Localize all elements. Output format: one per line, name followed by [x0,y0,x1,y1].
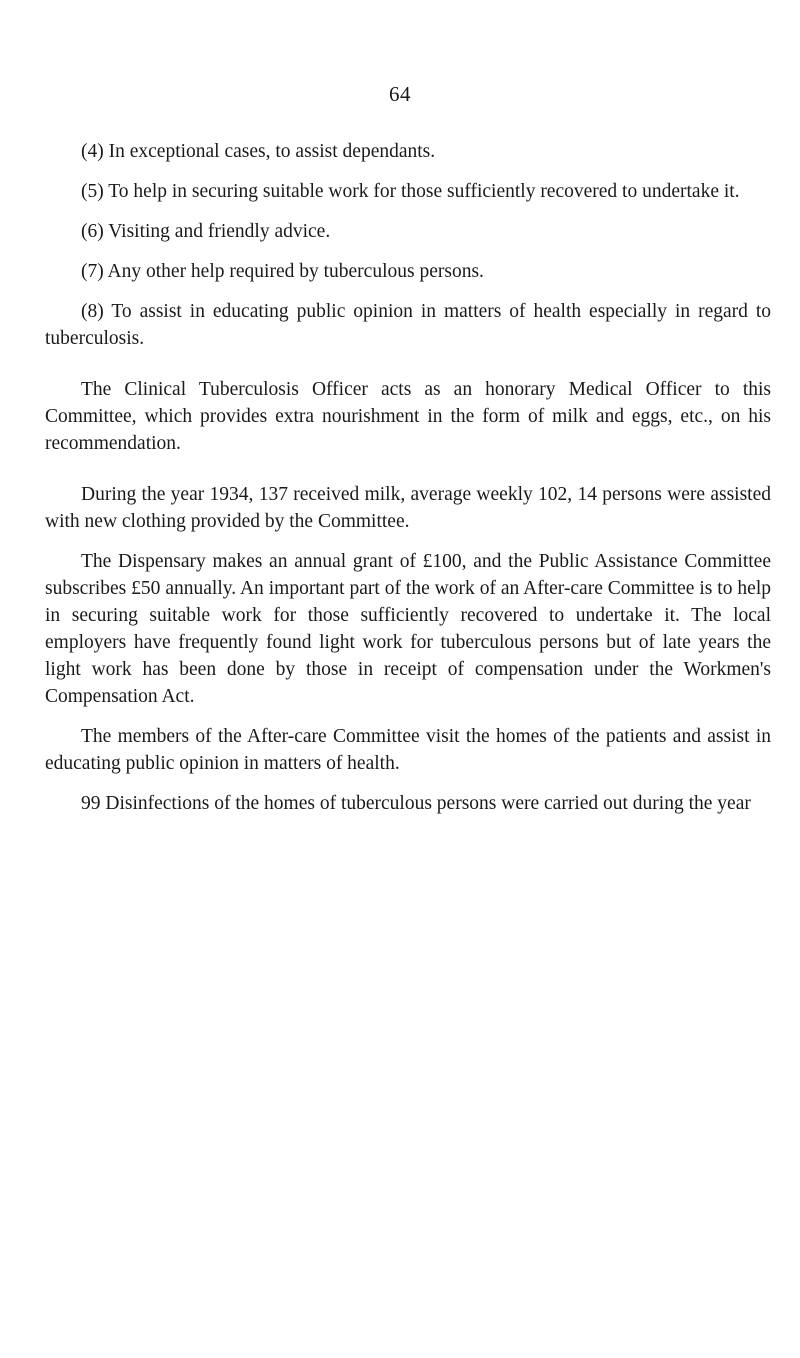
page-number: 64 [389,82,411,106]
list-item-5: (5) To help in securing suitable work for those sufficiently recovered to undertake it. [81,181,740,202]
list-item-7: (7) Any other help required by tuberculous persons. [81,261,484,282]
paragraph-milk-clothing: During the year 1934, 137 received milk, average weekly 102, 14 persons were assisted with new clothing provided by the Committee. [45,484,771,532]
list-item-8: (8) To assist in educating public opinion in matters of health especially in regard to tuberculosis. [45,301,771,349]
paragraph-disinfections: 99 Disinfections of the homes of tuberculous persons were carried out during the year [81,793,751,814]
document-body [45,138,771,830]
list-item-4: (4) In exceptional cases, to assist dependants. [81,141,436,162]
paragraph-committee-visits: The members of the After-care Committee visit the homes of the patients and assist in educating public opinion in matters of health. [45,726,771,774]
paragraph-medical-officer: The Clinical Tuberculosis Officer acts as an honorary Medical Officer to this Committee, which provides extra nourishment in the form of milk and eggs, etc., on his recommendation. [45,379,771,454]
list-item-6: (6) Visiting and friendly advice. [81,221,331,242]
paragraph-dispensary-grant: The Dispensary makes an annual grant of £100, and the Public Assistance Committee subscribes £50 annually. An important part of the work of an After-care Committee is to help in securing suitable work for those sufficiently recovered to undertake it. The local employers have frequently found light work for tuberculous persons but of late years the light work has been done by those in receipt of compensation under the Workmen's Compensation Act. [45,551,771,707]
